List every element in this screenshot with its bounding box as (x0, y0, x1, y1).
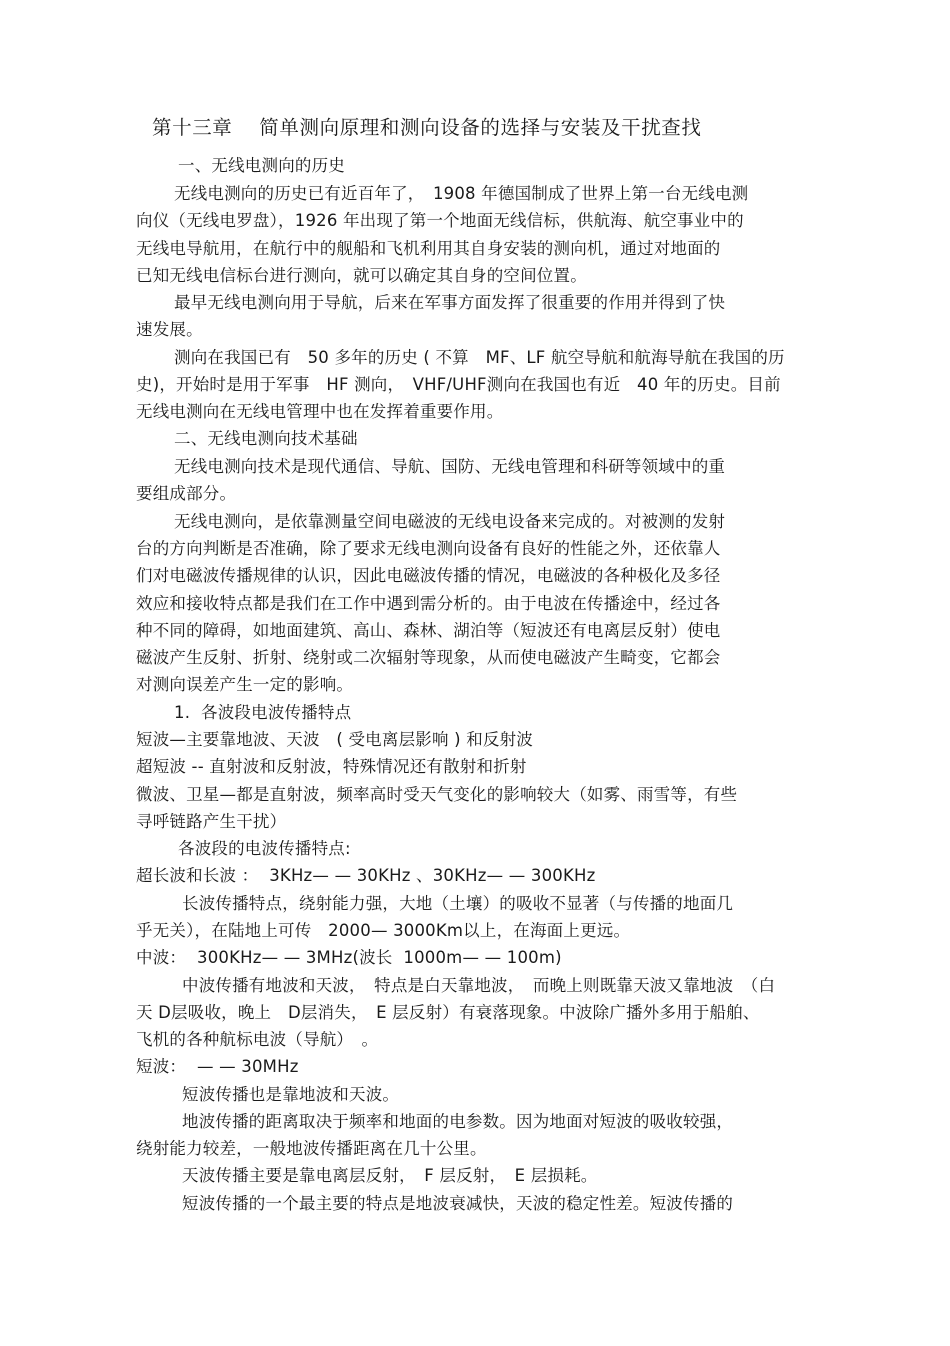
paragraph-line: 效应和接收特点都是我们在工作中遇到需分析的。由于电波在传播途中，经过各 (136, 594, 721, 613)
section-heading: 一、无线电测向的历史 (178, 156, 345, 175)
paragraph-line: 种不同的障碍，如地面建筑、高山、森林、湖泊等（短波还有电离层反射）使电 (136, 621, 721, 640)
paragraph-line: 已知无线电信标台进行测向，就可以确定其自身的空间位置。 (136, 266, 587, 285)
paragraph-line: 速发展。 (136, 320, 203, 339)
paragraph-line: 最早无线电测向用于导航，后来在军事方面发挥了很重要的作用并得到了快 (174, 293, 726, 312)
paragraph-line: 寻呼链路产生干扰） (136, 812, 287, 831)
section-heading: 二、无线电测向技术基础 (174, 429, 358, 448)
paragraph-line: 绕射能力较差，一般地波传播距离在几十公里。 (136, 1139, 487, 1158)
paragraph-line: 向仪（无线电罗盘），1926 年出现了第一个地面无线信标，供航海、航空事业中的 (136, 211, 744, 230)
paragraph-line: 各波段的电波传播特点: (178, 839, 351, 858)
paragraph-line: 测向在我国已有 50 多年的历史 ( 不算 MF、LF 航空导航和航海导航在我国的历 (174, 348, 785, 367)
paragraph-line: 中波传播有地波和天波， 特点是白天靠地波， 而晚上则既靠天波又靠地波 （白 (182, 976, 776, 995)
paragraph-line: 要组成部分。 (136, 484, 237, 503)
paragraph-line: 超长波和长波 ： 3KHz— — 30KHz 、30KHz— — 300KHz (136, 866, 596, 885)
paragraph-line: 短波： — — 30MHz (136, 1057, 299, 1076)
paragraph-line: 短波传播也是靠地波和天波。 (182, 1085, 400, 1104)
paragraph-line: 无线电测向在无线电管理中也在发挥着重要作用。 (136, 402, 504, 421)
paragraph-line: 无线电测向的历史已有近百年了， 1908 年德国制成了世界上第一台无线电测 (174, 184, 749, 203)
paragraph-line: 超短波 -- 直射波和反射波，特殊情况还有散射和折射 (136, 757, 527, 776)
paragraph-line: 无线电测向，是依靠测量空间电磁波的无线电设备来完成的。对被测的发射 (174, 512, 726, 531)
paragraph-line: 地波传播的距离取决于频率和地面的电参数。因为地面对短波的吸收较强， (182, 1112, 734, 1131)
paragraph-line: 磁波产生反射、折射、绕射或二次辐射等现象，从而使电磁波产生畸变，它都会 (136, 648, 721, 667)
paragraph-line: 天 D层吸收，晚上 D层消失， E 层反射）有衰落现象。中波除广播外多用于船舶、 (136, 1003, 760, 1022)
paragraph-line: 天波传播主要是靠电离层反射， F 层反射， E 层损耗。 (182, 1166, 598, 1185)
paragraph-line: 乎无关），在陆地上可传 2000— 3000Km以上，在海面上更远。 (136, 921, 631, 940)
paragraph-line: 无线电导航用，在航行中的舰船和飞机利用其自身安装的测向机，通过对地面的 (136, 239, 721, 258)
chapter-title: 第十三章 简单测向原理和测向设备的选择与安装及干扰查找 (152, 116, 702, 139)
paragraph-line: 们对电磁波传播规律的认识，因此电磁波传播的情况，电磁波的各种极化及多径 (136, 566, 721, 585)
paragraph-line: 飞机的各种航标电波（导航） 。 (136, 1030, 379, 1049)
paragraph-line: 无线电测向技术是现代通信、导航、国防、无线电管理和科研等领域中的重 (174, 457, 726, 476)
paragraph-line: 对测向误差产生一定的影响。 (136, 675, 354, 694)
paragraph-line: 长波传播特点，绕射能力强，大地（土壤）的吸收不显著（与传播的地面几 (182, 894, 734, 913)
paragraph-line: 短波传播的一个最主要的特点是地波衰减快，天波的稳定性差。短波传播的 (182, 1194, 734, 1213)
paragraph-line: 中波： 300KHz— — 3MHz(波长 1000m— — 100m) (136, 948, 562, 967)
paragraph-line: 微波、卫星—都是直射波，频率高时受天气变化的影响较大（如雾、雨雪等，有些 (136, 785, 738, 804)
paragraph-line: 台的方向判断是否准确，除了要求无线电测向设备有良好的性能之外，还依靠人 (136, 539, 721, 558)
subsection-heading: 1. 各波段电波传播特点 (174, 703, 352, 722)
paragraph-line: 史)，开始时是用于军事 HF 测向， VHF/UHF测向在我国也有近 40 年的历史。目前 (136, 375, 781, 394)
paragraph-line: 短波—主要靠地波、天波 ( 受电离层影响 ) 和反射波 (136, 730, 534, 749)
